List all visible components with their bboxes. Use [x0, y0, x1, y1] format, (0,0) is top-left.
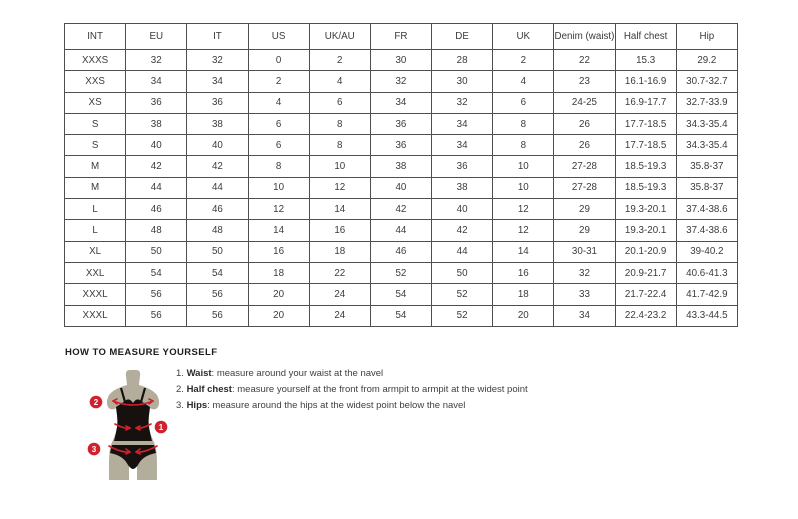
size-value-cell: 34 — [554, 305, 615, 326]
size-value-cell: 22 — [309, 262, 370, 283]
size-value-cell: 56 — [126, 305, 187, 326]
table-row — [65, 199, 738, 220]
size-value-cell: 6 — [493, 92, 554, 113]
size-value-cell: 54 — [126, 262, 187, 283]
size-label-cell: XL — [65, 241, 126, 262]
size-value-cell: 44 — [432, 241, 493, 262]
size-value-cell: 46 — [126, 199, 187, 220]
size-value-cell: 24 — [309, 284, 370, 305]
size-value-cell: 54 — [370, 305, 431, 326]
size-value-cell: 32 — [432, 92, 493, 113]
instruction-term: Half chest — [186, 384, 232, 395]
size-value-cell: 35.8-37 — [676, 156, 737, 177]
half-chest-marker — [90, 396, 103, 409]
size-value-cell: 30-31 — [554, 241, 615, 262]
size-value-cell: 16.9-17.7 — [615, 92, 676, 113]
table-row — [65, 262, 738, 283]
size-value-cell: 56 — [187, 305, 248, 326]
size-value-cell: 20 — [248, 305, 309, 326]
size-value-cell: 37.4-38.6 — [676, 220, 737, 241]
size-label-cell: XXXS — [65, 50, 126, 71]
size-value-cell: 56 — [126, 284, 187, 305]
size-value-cell: 6 — [248, 135, 309, 156]
size-label-cell: XS — [65, 92, 126, 113]
size-label-cell: S — [65, 135, 126, 156]
size-value-cell: 26 — [554, 135, 615, 156]
size-value-cell: 20.1-20.9 — [615, 241, 676, 262]
instruction-number: 2. — [176, 384, 187, 395]
size-value-cell: 46 — [370, 241, 431, 262]
size-value-cell: 18 — [309, 241, 370, 262]
size-value-cell: 35.8-37 — [676, 177, 737, 198]
size-value-cell: 52 — [370, 262, 431, 283]
size-value-cell: 18 — [248, 262, 309, 283]
size-value-cell: 34 — [370, 92, 431, 113]
size-value-cell: 23 — [554, 71, 615, 92]
size-value-cell: 48 — [126, 220, 187, 241]
size-value-cell: 22 — [554, 50, 615, 71]
size-value-cell: 18.5-19.3 — [615, 156, 676, 177]
size-value-cell: 54 — [370, 284, 431, 305]
size-value-cell: 44 — [126, 177, 187, 198]
size-value-cell: 32 — [554, 262, 615, 283]
size-value-cell: 2 — [493, 50, 554, 71]
size-value-cell: 38 — [432, 177, 493, 198]
size-value-cell: 32 — [187, 50, 248, 71]
size-value-cell: 17.7-18.5 — [615, 113, 676, 134]
table-row — [65, 177, 738, 198]
size-value-cell: 29.2 — [676, 50, 737, 71]
size-label-cell: XXXL — [65, 284, 126, 305]
size-value-cell: 29 — [554, 199, 615, 220]
size-value-cell: 34 — [432, 113, 493, 134]
size-value-cell: 10 — [493, 177, 554, 198]
table-row — [65, 50, 738, 71]
size-value-cell: 10 — [309, 156, 370, 177]
size-value-cell: 43.3-44.5 — [676, 305, 737, 326]
column-header: Hip — [676, 24, 737, 50]
size-value-cell: 8 — [309, 113, 370, 134]
size-value-cell: 20.9-21.7 — [615, 262, 676, 283]
table-row — [65, 113, 738, 134]
measure-instructions — [176, 369, 528, 417]
size-value-cell: 34 — [432, 135, 493, 156]
size-value-cell: 14 — [493, 241, 554, 262]
size-value-cell: 52 — [432, 284, 493, 305]
column-header: UK — [493, 24, 554, 50]
size-value-cell: 16 — [309, 220, 370, 241]
size-value-cell: 40 — [432, 199, 493, 220]
size-value-cell: 21.7-22.4 — [615, 284, 676, 305]
size-value-cell: 32 — [126, 50, 187, 71]
how-to-measure-heading: HOW TO MEASURE YOURSELF — [65, 347, 218, 358]
size-value-cell: 36 — [370, 135, 431, 156]
table-row — [65, 71, 738, 92]
measure-instruction — [176, 385, 528, 395]
table-row — [65, 284, 738, 305]
size-value-cell: 36 — [370, 113, 431, 134]
size-value-cell: 28 — [432, 50, 493, 71]
size-value-cell: 24 — [309, 305, 370, 326]
size-value-cell: 18 — [493, 284, 554, 305]
size-value-cell: 18.5-19.3 — [615, 177, 676, 198]
size-label-cell: M — [65, 156, 126, 177]
hips-marker — [88, 443, 101, 456]
size-value-cell: 4 — [248, 92, 309, 113]
size-value-cell: 12 — [493, 199, 554, 220]
size-value-cell: 8 — [493, 113, 554, 134]
size-value-cell: 16 — [493, 262, 554, 283]
instruction-text: : measure yourself at the front from armpit to armpit at the widest point — [231, 384, 528, 395]
size-value-cell: 36 — [187, 92, 248, 113]
size-value-cell: 44 — [187, 177, 248, 198]
size-value-cell: 10 — [493, 156, 554, 177]
size-value-cell: 2 — [248, 71, 309, 92]
size-value-cell: 4 — [309, 71, 370, 92]
table-header-row — [65, 24, 738, 50]
size-value-cell: 2 — [309, 50, 370, 71]
size-value-cell: 34 — [126, 71, 187, 92]
size-value-cell: 50 — [432, 262, 493, 283]
size-value-cell: 14 — [248, 220, 309, 241]
column-header: Half chest — [615, 24, 676, 50]
size-value-cell: 15.3 — [615, 50, 676, 71]
size-value-cell: 30 — [370, 50, 431, 71]
table-row — [65, 135, 738, 156]
size-value-cell: 29 — [554, 220, 615, 241]
measure-instruction — [176, 369, 528, 379]
instruction-term: Waist — [186, 368, 212, 379]
size-value-cell: 36 — [126, 92, 187, 113]
size-value-cell: 20 — [248, 284, 309, 305]
instruction-number: 1. — [176, 368, 187, 379]
column-header: IT — [187, 24, 248, 50]
size-value-cell: 33 — [554, 284, 615, 305]
table-row — [65, 156, 738, 177]
half-chest-marker-number: 2 — [93, 398, 99, 407]
size-value-cell: 22.4-23.2 — [615, 305, 676, 326]
size-value-cell: 0 — [248, 50, 309, 71]
table-row — [65, 241, 738, 262]
column-header: US — [248, 24, 309, 50]
size-value-cell: 8 — [493, 135, 554, 156]
size-value-cell: 12 — [248, 199, 309, 220]
size-label-cell: XXS — [65, 71, 126, 92]
size-value-cell: 27-28 — [554, 177, 615, 198]
size-value-cell: 39-40.2 — [676, 241, 737, 262]
instruction-number: 3. — [176, 400, 187, 411]
waist-marker-number: 1 — [158, 423, 164, 432]
size-value-cell: 40 — [126, 135, 187, 156]
size-value-cell: 34.3-35.4 — [676, 135, 737, 156]
size-chart-table — [64, 23, 738, 327]
measure-instruction — [176, 401, 528, 411]
size-value-cell: 32.7-33.9 — [676, 92, 737, 113]
column-header: Denim (waist) — [554, 24, 615, 50]
size-value-cell: 6 — [248, 113, 309, 134]
size-value-cell: 42 — [370, 199, 431, 220]
column-header: DE — [432, 24, 493, 50]
measurement-figure — [83, 368, 183, 486]
size-value-cell: 40.6-41.3 — [676, 262, 737, 283]
size-value-cell: 8 — [309, 135, 370, 156]
size-value-cell: 6 — [309, 92, 370, 113]
size-value-cell: 42 — [126, 156, 187, 177]
size-value-cell: 46 — [187, 199, 248, 220]
size-value-cell: 20 — [493, 305, 554, 326]
size-value-cell: 50 — [187, 241, 248, 262]
size-value-cell: 10 — [248, 177, 309, 198]
size-value-cell: 40 — [187, 135, 248, 156]
instruction-term: Hips — [186, 400, 208, 411]
size-value-cell: 26 — [554, 113, 615, 134]
table-row — [65, 92, 738, 113]
size-value-cell: 16 — [248, 241, 309, 262]
size-value-cell: 14 — [309, 199, 370, 220]
size-label-cell: XXXL — [65, 305, 126, 326]
size-label-cell: L — [65, 199, 126, 220]
size-value-cell: 16.1-16.9 — [615, 71, 676, 92]
size-value-cell: 12 — [493, 220, 554, 241]
instruction-text: : measure around the hips at the widest point below the navel — [207, 400, 466, 411]
size-value-cell: 44 — [370, 220, 431, 241]
table-row — [65, 220, 738, 241]
column-header: INT — [65, 24, 126, 50]
size-value-cell: 8 — [248, 156, 309, 177]
hips-marker-number: 3 — [91, 445, 97, 454]
column-header: FR — [370, 24, 431, 50]
size-label-cell: S — [65, 113, 126, 134]
size-value-cell: 12 — [309, 177, 370, 198]
size-value-cell: 38 — [126, 113, 187, 134]
size-value-cell: 50 — [126, 241, 187, 262]
column-header: UK/AU — [309, 24, 370, 50]
size-value-cell: 37.4-38.6 — [676, 199, 737, 220]
size-value-cell: 48 — [187, 220, 248, 241]
size-value-cell: 30 — [432, 71, 493, 92]
size-label-cell: XXL — [65, 262, 126, 283]
size-value-cell: 17.7-18.5 — [615, 135, 676, 156]
size-value-cell: 19.3-20.1 — [615, 220, 676, 241]
size-value-cell: 4 — [493, 71, 554, 92]
size-value-cell: 27-28 — [554, 156, 615, 177]
size-value-cell: 24-25 — [554, 92, 615, 113]
size-label-cell: M — [65, 177, 126, 198]
size-value-cell: 19.3-20.1 — [615, 199, 676, 220]
size-value-cell: 56 — [187, 284, 248, 305]
size-value-cell: 30.7-32.7 — [676, 71, 737, 92]
size-value-cell: 34 — [187, 71, 248, 92]
size-value-cell: 38 — [187, 113, 248, 134]
size-value-cell: 52 — [432, 305, 493, 326]
size-value-cell: 34.3-35.4 — [676, 113, 737, 134]
size-value-cell: 54 — [187, 262, 248, 283]
size-value-cell: 42 — [187, 156, 248, 177]
size-value-cell: 36 — [432, 156, 493, 177]
size-value-cell: 40 — [370, 177, 431, 198]
column-header: EU — [126, 24, 187, 50]
size-label-cell: L — [65, 220, 126, 241]
table-row — [65, 305, 738, 326]
mannequin-illustration — [83, 368, 183, 486]
waist-marker — [155, 421, 168, 434]
size-value-cell: 42 — [432, 220, 493, 241]
size-value-cell: 38 — [370, 156, 431, 177]
size-value-cell: 41.7-42.9 — [676, 284, 737, 305]
instruction-text: : measure around your waist at the navel — [211, 368, 384, 379]
size-value-cell: 32 — [370, 71, 431, 92]
